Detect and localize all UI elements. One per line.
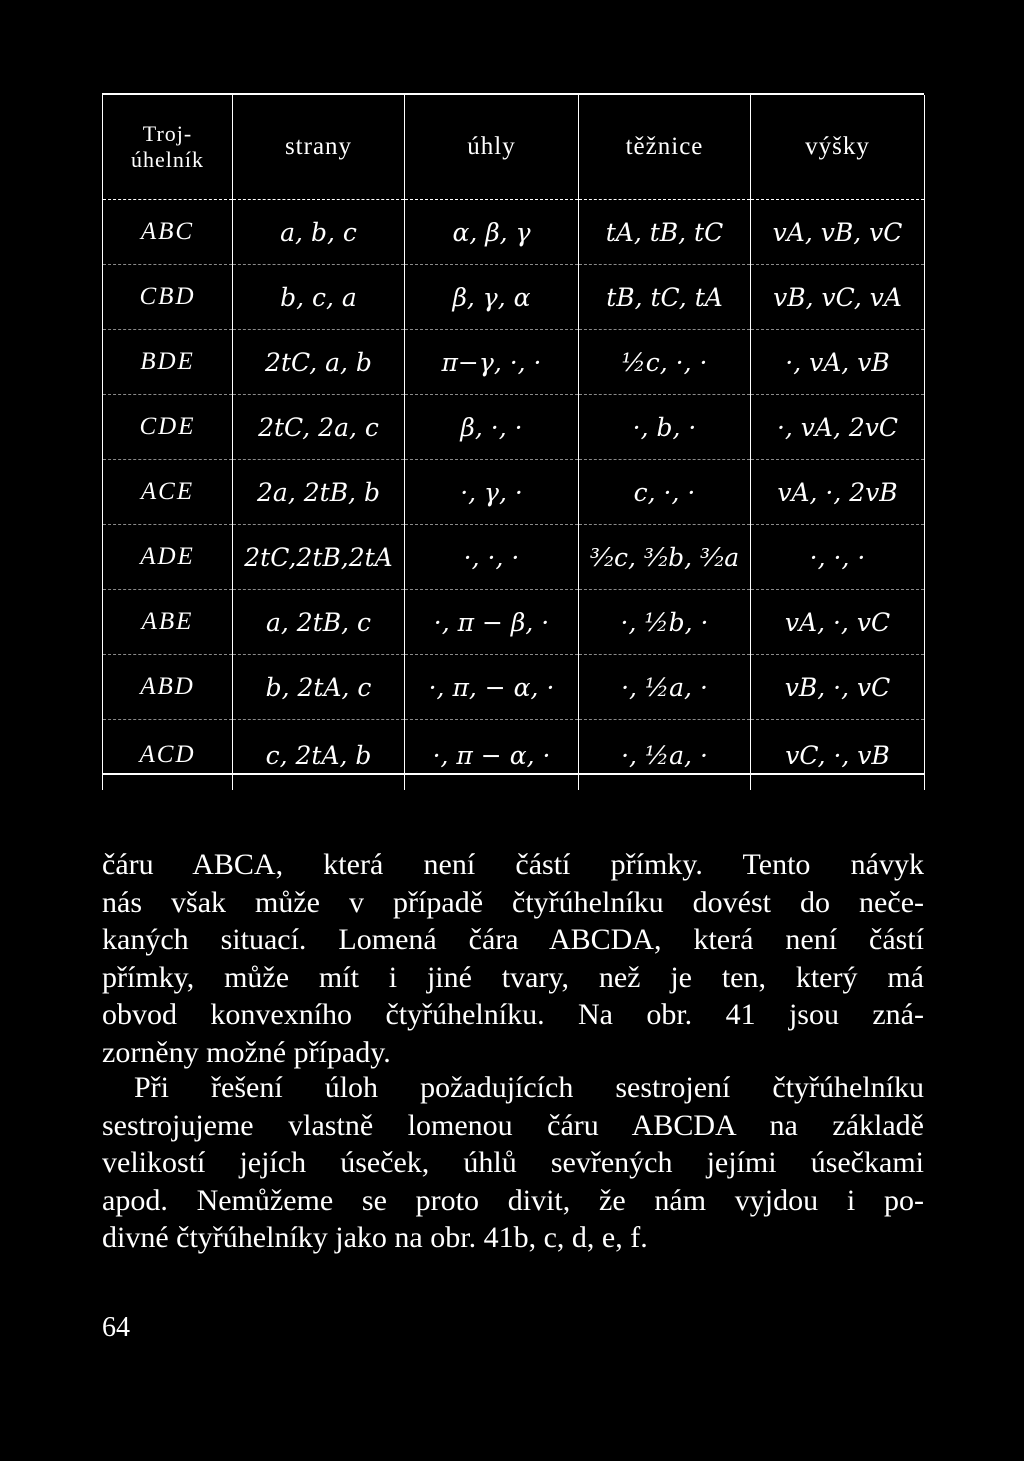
triangle-name: ACD <box>103 720 233 791</box>
medians-cell: ½c, ·, · <box>579 330 751 395</box>
angles-cell: ·, π − β, · <box>405 590 579 655</box>
text-line: apod. Nemůžeme se proto divit, že nám vyjdou i po- <box>102 1183 924 1217</box>
text-line: obvod konvexního čtyřúhelníku. Na obr. 41 jsou zná- <box>102 998 924 1031</box>
text-line: nás však může v případě čtyřúhelníku dovést do neče- <box>102 885 924 919</box>
page-number: 64 <box>102 1312 130 1343</box>
heights-cell: ·, vA, 2vC <box>751 395 925 460</box>
text-line: přímky, může mít i jiné tvary, než je ten, který má <box>102 960 924 994</box>
table-row <box>103 200 925 265</box>
triangle-name: ABD <box>103 655 233 720</box>
heights-cell: vB, vC, vA <box>751 265 925 330</box>
triangle-name: ABE <box>103 590 233 655</box>
table-row <box>103 460 925 525</box>
angles-cell: ·, π − α, · <box>405 720 579 791</box>
medians-cell: ·, ½a, · <box>579 655 751 720</box>
body-paragraph-2 <box>102 1069 924 1257</box>
text-line: sestrojujeme vlastně lomenou čáru ABCDA na základě <box>102 1108 924 1142</box>
angles-cell: π−γ, ·, · <box>405 330 579 395</box>
heights-cell: vB, ·, vC <box>751 655 925 720</box>
sides-cell: a, 2tB, c <box>233 590 405 655</box>
text-line: kaných situací. Lomená čára ABCDA, která není částí <box>102 923 924 956</box>
angles-cell: ·, π, − α, · <box>405 655 579 720</box>
triangle-name: CDE <box>103 395 233 460</box>
header-cell-sides: strany <box>233 95 405 200</box>
sides-cell: b, c, a <box>233 265 405 330</box>
heights-cell: ·, ·, · <box>751 525 925 590</box>
text-line: zorněny možné případy. <box>102 1035 391 1069</box>
sides-cell: c, 2tA, b <box>233 720 405 791</box>
body-paragraph-1 <box>102 846 924 1071</box>
angles-cell: β, γ, α <box>405 265 579 330</box>
heights-cell: vA, ·, 2vB <box>751 460 925 525</box>
heights-cell: ·, vA, vB <box>751 330 925 395</box>
text-line: Při řešení úloh požadujících sestrojení čtyřúhelníku <box>134 1071 924 1104</box>
header-triangle-line2: úhelník <box>131 147 204 172</box>
table-row <box>103 265 925 330</box>
triangle-name: BDE <box>103 330 233 395</box>
sides-cell: a, b, c <box>233 200 405 265</box>
text-line: velikostí jejích úseček, úhlů sevřených jejími úsečkami <box>102 1146 924 1179</box>
sides-cell: 2tC, a, b <box>233 330 405 395</box>
sides-cell: 2tC, 2a, c <box>233 395 405 460</box>
angles-cell: ·, γ, · <box>405 460 579 525</box>
triangle-name: ACE <box>103 460 233 525</box>
table-row <box>103 525 925 590</box>
triangle-table <box>102 95 925 790</box>
table-row <box>103 395 925 460</box>
header-triangle-line1: Troj- <box>142 121 193 146</box>
sides-cell: b, 2tA, c <box>233 655 405 720</box>
medians-cell: ·, b, · <box>579 395 751 460</box>
heights-cell: vA, vB, vC <box>751 200 925 265</box>
sides-cell: 2tC,2tB,2tA <box>233 525 405 590</box>
header-cell-heights: výšky <box>751 95 925 200</box>
triangle-name: ABC <box>103 200 233 265</box>
heights-cell: vA, ·, vC <box>751 590 925 655</box>
angles-cell: ·, ·, · <box>405 525 579 590</box>
header-cell-medians: těžnice <box>579 95 751 200</box>
table-header-row <box>103 95 925 200</box>
angles-cell: α, β, γ <box>405 200 579 265</box>
heights-cell: vC, ·, vB <box>751 720 925 791</box>
medians-cell: c, ·, · <box>579 460 751 525</box>
triangle-name: ADE <box>103 525 233 590</box>
medians-cell: ·, ½b, · <box>579 590 751 655</box>
medians-cell: tB, tC, tA <box>579 265 751 330</box>
triangle-name: CBD <box>103 265 233 330</box>
sides-cell: 2a, 2tB, b <box>233 460 405 525</box>
table-row <box>103 720 925 791</box>
text-line: divné čtyřúhelníky jako na obr. 41b, c, d, e, f. <box>102 1221 648 1254</box>
medians-cell: tA, tB, tC <box>579 200 751 265</box>
text-line: čáru ABCA, která není částí přímky. Tento návyk <box>102 848 924 881</box>
angles-cell: β, ·, · <box>405 395 579 460</box>
table-row <box>103 590 925 655</box>
table-row <box>103 330 925 395</box>
table-row <box>103 655 925 720</box>
header-cell-triangle <box>103 95 233 200</box>
medians-cell: ·, ½a, · <box>579 720 751 791</box>
header-cell-angles: úhly <box>405 95 579 200</box>
medians-cell: ³⁄₂c, ³⁄₂b, ³⁄₂a <box>579 525 751 590</box>
